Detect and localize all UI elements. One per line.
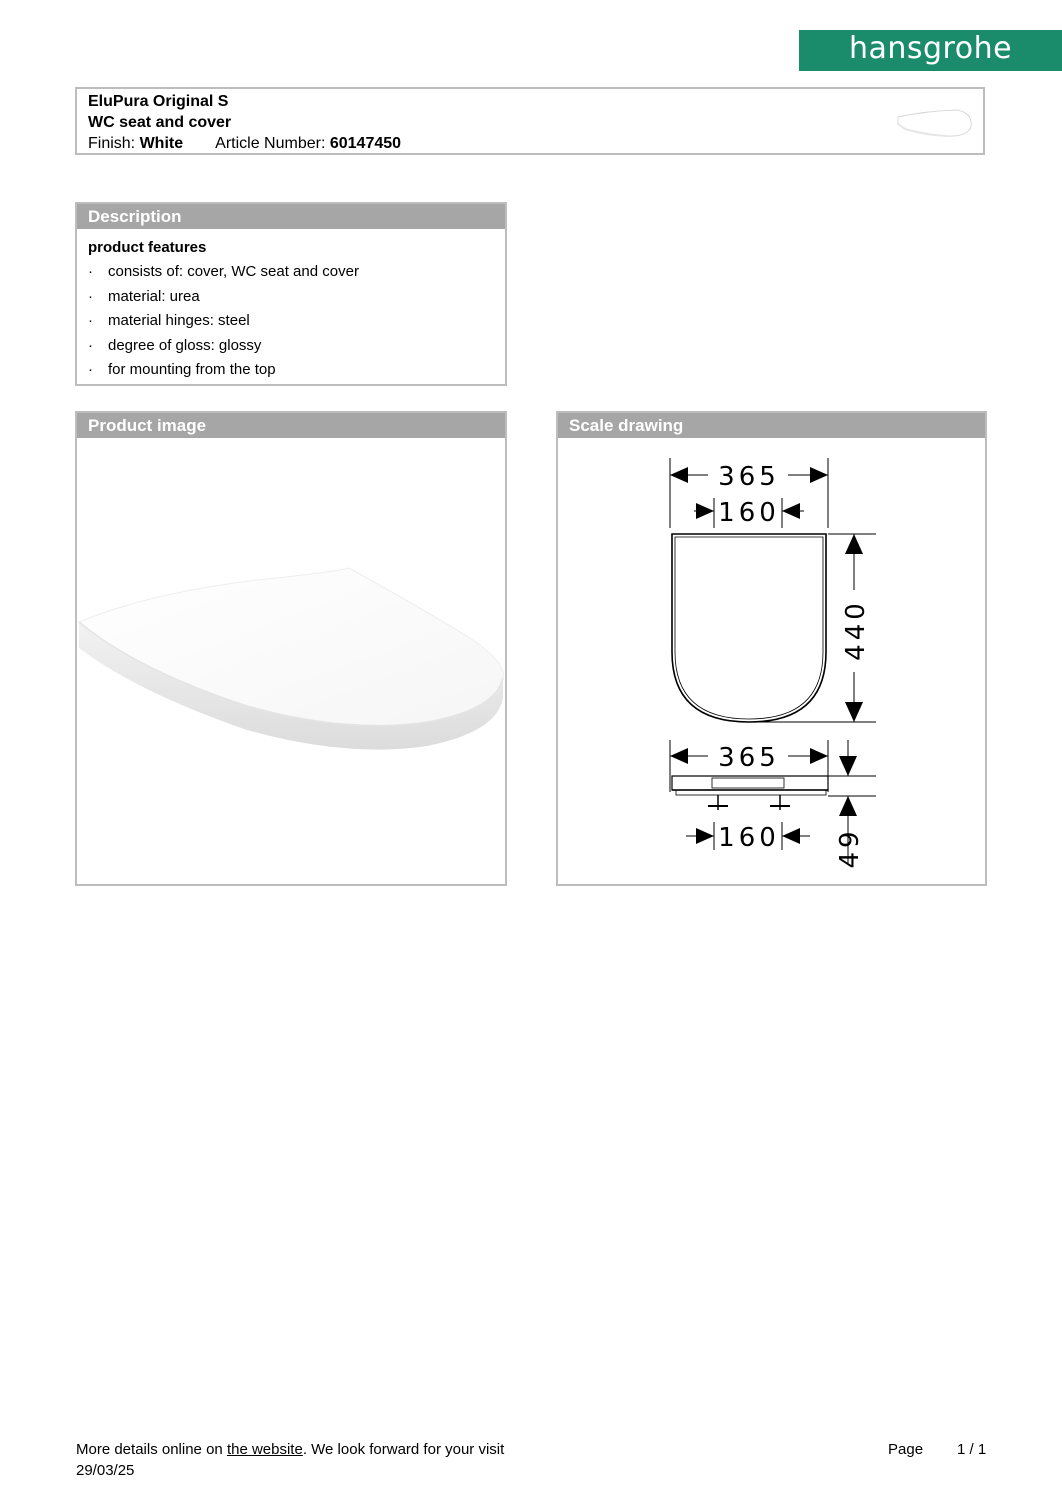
product-meta xyxy=(88,134,401,154)
page-number: 1 / 1 xyxy=(957,1441,987,1458)
dim-side-width: 365 xyxy=(718,743,780,773)
product-type: WC seat and cover xyxy=(88,114,232,131)
article-value: 60147450 xyxy=(329,135,402,152)
list-item: · consists of: cover, WC seat and cover xyxy=(88,263,359,280)
finish-label: Finish: xyxy=(88,135,136,152)
dim-side-hinge: 160 xyxy=(718,823,780,853)
scale-drawing-panel xyxy=(556,411,987,886)
website-link[interactable]: the website xyxy=(226,1441,303,1458)
product-image xyxy=(77,440,505,885)
feature-list xyxy=(88,260,359,383)
product-name: EluPura Original S xyxy=(88,93,229,110)
footer-date: 29/03/25 xyxy=(76,1462,135,1479)
description-panel xyxy=(75,202,507,386)
product-image-panel xyxy=(75,411,507,886)
brand-logo: hansgrohe xyxy=(799,30,1062,71)
product-image-heading: Product image xyxy=(77,413,505,438)
list-item: · degree of gloss: glossy xyxy=(88,336,262,354)
list-item: · material hinges: steel xyxy=(88,312,250,329)
dim-top-hinge: 160 xyxy=(718,498,780,528)
scale-drawing-heading: Scale drawing xyxy=(558,413,985,438)
description-heading: Description xyxy=(77,204,505,229)
features-subheading: product features xyxy=(88,239,207,256)
page-label: Page xyxy=(888,1441,924,1458)
list-item: · material: urea xyxy=(88,287,200,305)
dim-top-width: 365 xyxy=(718,462,780,492)
article-label: Article Number: xyxy=(215,135,326,152)
dim-height: 49 xyxy=(835,827,865,869)
product-header xyxy=(75,87,985,155)
product-thumbnail xyxy=(895,105,975,139)
scale-drawing xyxy=(558,440,985,885)
dim-length: 440 xyxy=(841,599,871,661)
finish-value: White xyxy=(139,135,184,152)
list-item: · for mounting from the top xyxy=(88,361,276,378)
footer-note: More details online on the website. We look forward for your visit xyxy=(76,1441,505,1458)
